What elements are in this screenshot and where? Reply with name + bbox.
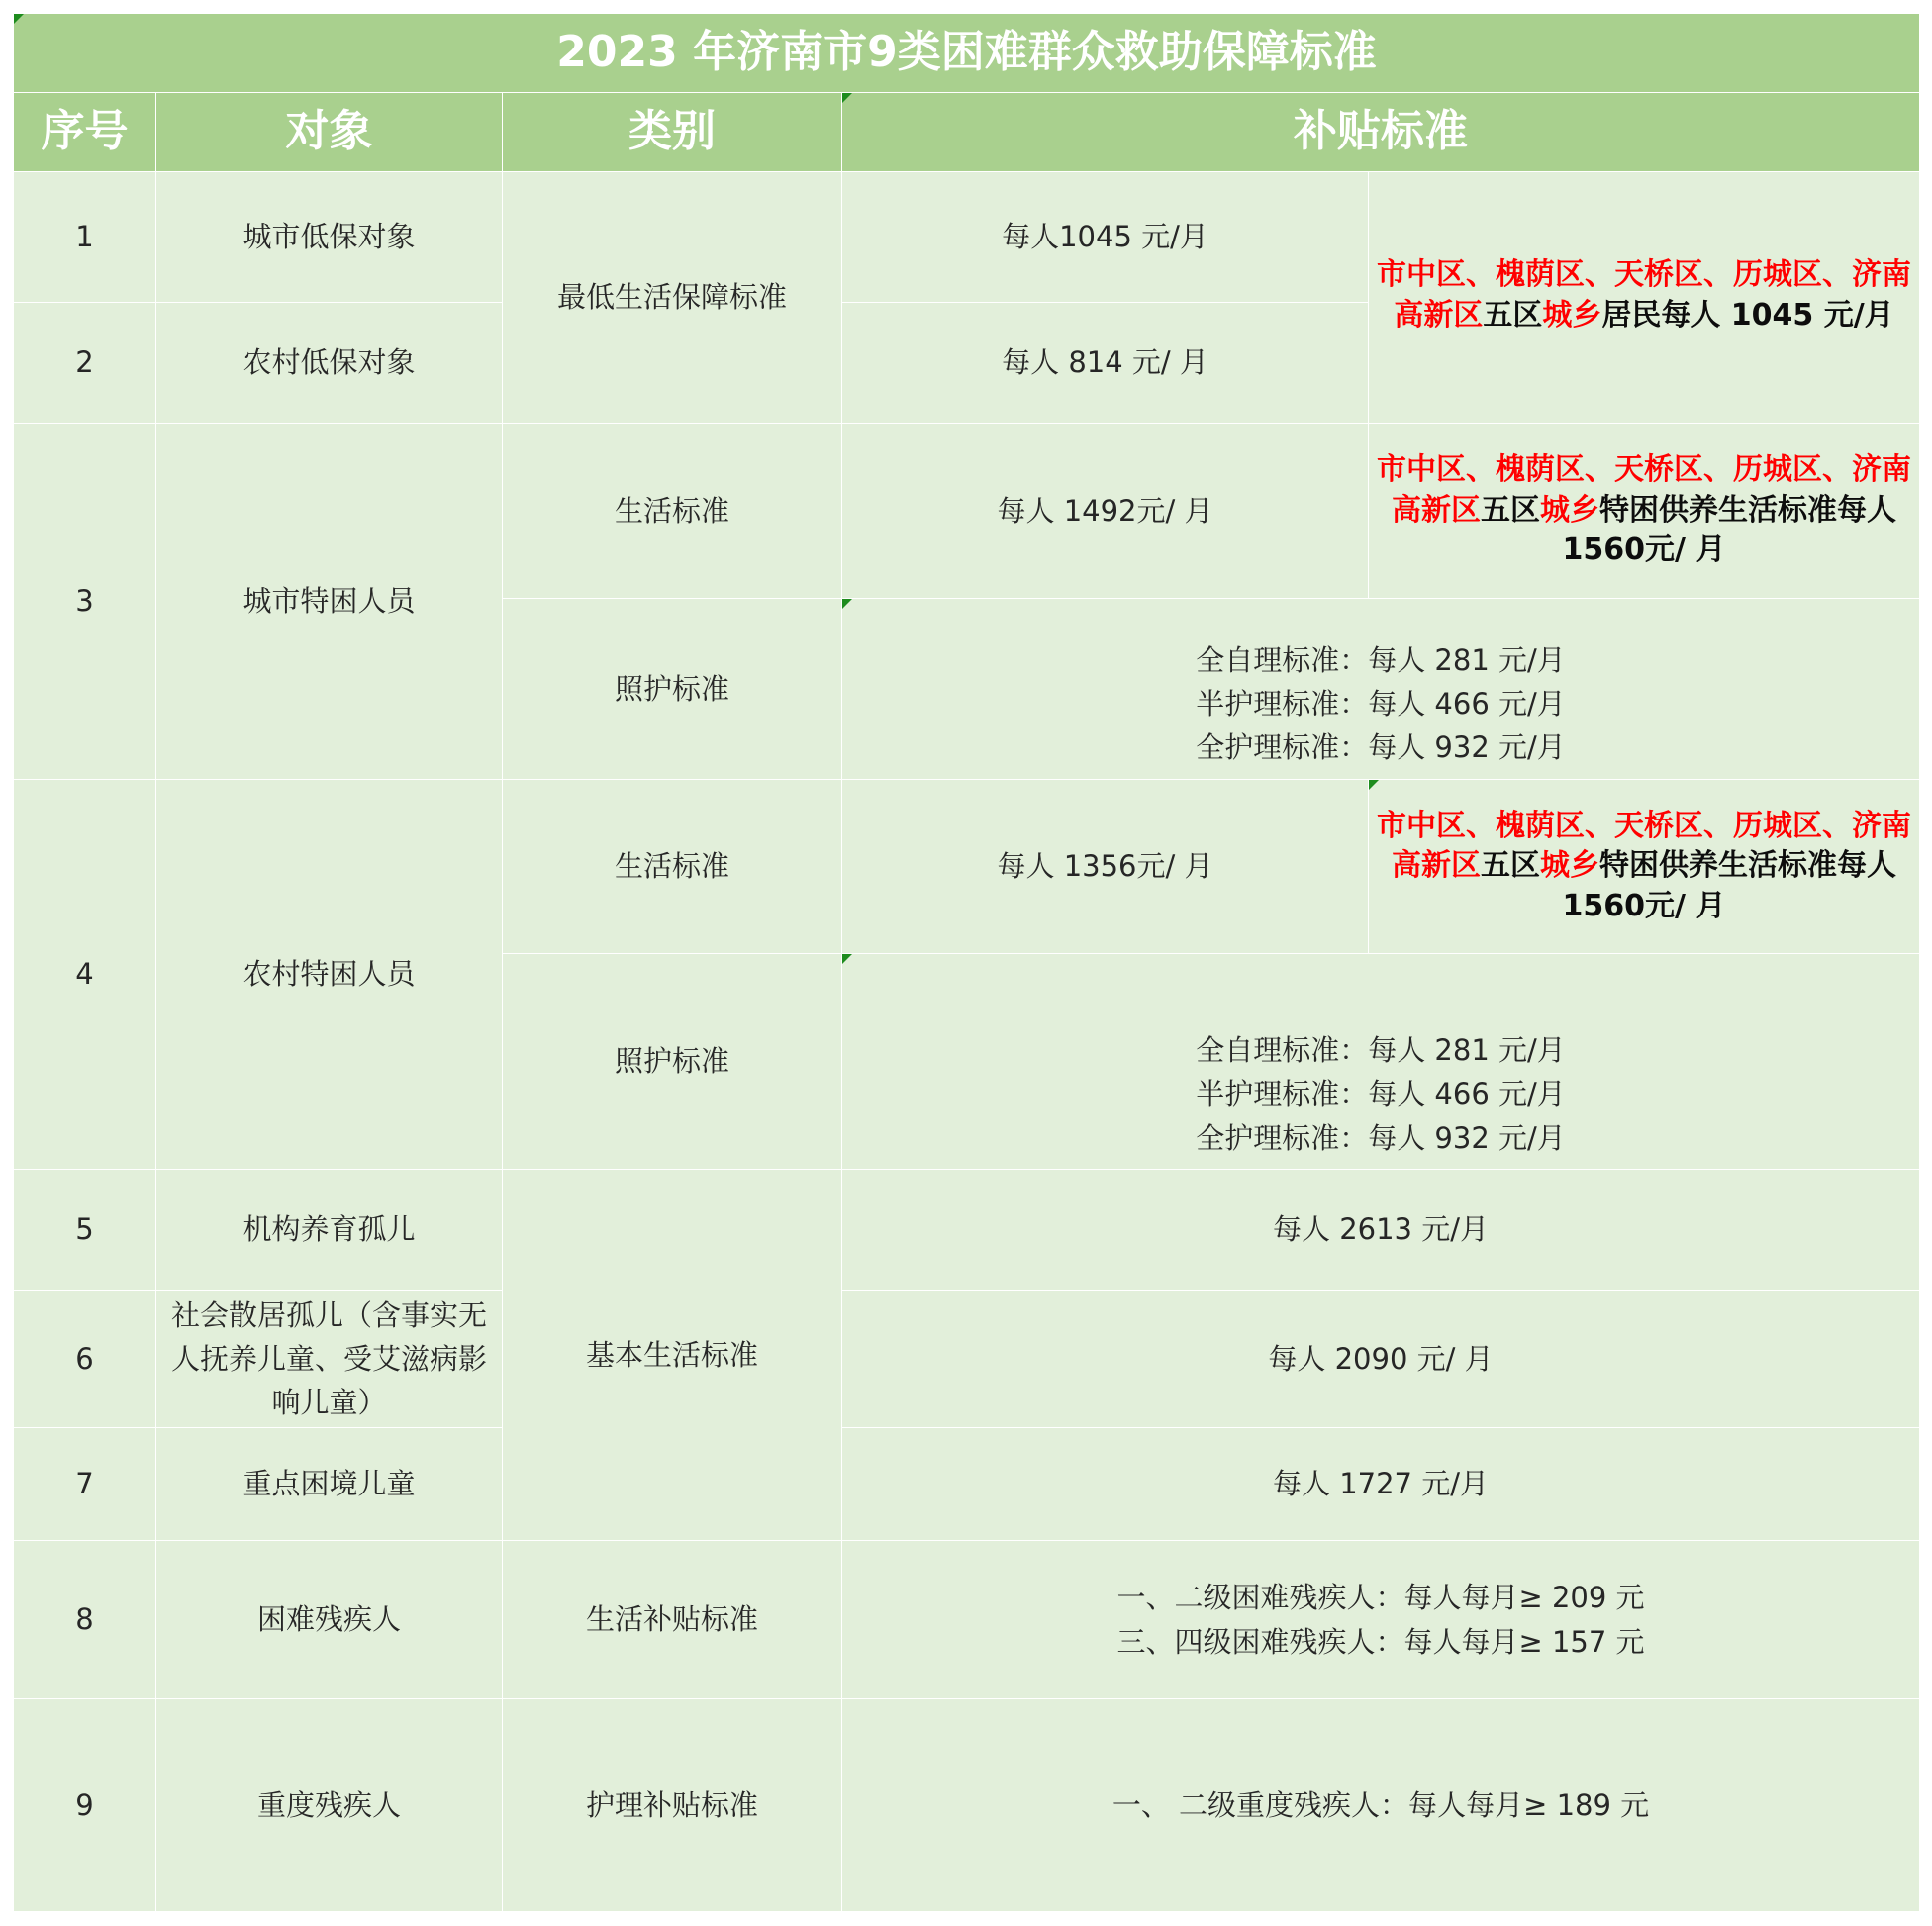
row3-care-amounts [842, 599, 1920, 780]
basic-living-category: 基本生活标准 [503, 1170, 842, 1541]
table-title: 2023 年济南市9类困难群众救助保障标准 [14, 14, 1920, 93]
note-urban-rural: 城乡 [1540, 848, 1599, 884]
care-full: 全护理标准：每人 932 元/月 [1196, 729, 1566, 764]
row7-target: 重点困境儿童 [156, 1428, 503, 1541]
header-category: 类别 [503, 93, 842, 172]
row5-seq: 5 [14, 1170, 156, 1291]
note-five: 五区 [1483, 297, 1543, 333]
note-amount: 特困供养生活标准每人1560元/ 月 [1562, 492, 1896, 568]
row9-target: 重度残疾人 [156, 1699, 503, 1912]
row4-care-amounts [842, 954, 1920, 1170]
row8-target: 困难残疾人 [156, 1541, 503, 1699]
note-districts: 市中区、槐荫区、天桥区、历城区、济南高新区 [1377, 808, 1911, 884]
row5-amount: 每人 2613 元/月 [842, 1170, 1920, 1291]
cell-note-marker-icon [842, 599, 852, 609]
row4-target: 农村特困人员 [156, 780, 503, 1170]
note-districts: 市中区、槐荫区、天桥区、历城区、济南高新区 [1377, 257, 1911, 333]
header-target: 对象 [156, 93, 503, 172]
row7-seq: 7 [14, 1428, 156, 1541]
note-five: 五区 [1481, 848, 1540, 884]
note-amount: 居民每人 1045 元/月 [1601, 297, 1894, 333]
cell-note-marker-icon [1369, 780, 1379, 790]
row3-note [1369, 424, 1920, 599]
row7-amount: 每人 1727 元/月 [842, 1428, 1920, 1541]
row9-seq: 9 [14, 1699, 156, 1912]
row3-care-category: 照护标准 [503, 599, 842, 780]
low-income-note [1369, 172, 1920, 424]
row3-seq: 3 [14, 424, 156, 780]
row3-target: 城市特困人员 [156, 424, 503, 780]
note-urban-rural: 城乡 [1540, 492, 1599, 528]
row9-category: 护理补贴标准 [503, 1699, 842, 1912]
note-urban-rural: 城乡 [1542, 297, 1602, 333]
row4-living-category: 生活标准 [503, 780, 842, 954]
header-seq: 序号 [14, 93, 156, 172]
row2-target: 农村低保对象 [156, 303, 503, 424]
row3-living-amount: 每人 1492元/ 月 [842, 424, 1369, 599]
row5-target: 机构养育孤儿 [156, 1170, 503, 1291]
note-amount: 特困供养生活标准每人1560元/ 月 [1562, 848, 1896, 923]
note-five: 五区 [1481, 492, 1540, 528]
care-full-self: 全自理标准：每人 281 元/月 [1196, 642, 1566, 677]
row9-amount: 一、 二级重度残疾人：每人每月≥ 189 元 [842, 1699, 1920, 1912]
low-income-category: 最低生活保障标准 [503, 172, 842, 424]
disability-level-1-2: 一、二级困难残疾人：每人每月≥ 209 元 [1116, 1581, 1645, 1615]
header-standard: 补贴标准 [842, 93, 1920, 172]
disability-level-3-4: 三、四级困难残疾人：每人每月≥ 157 元 [1116, 1624, 1645, 1659]
row4-note [1369, 780, 1920, 954]
row8-category: 生活补贴标准 [503, 1541, 842, 1699]
cell-note-marker-icon [14, 14, 24, 24]
row8-amounts [842, 1541, 1920, 1699]
row1-target: 城市低保对象 [156, 172, 503, 303]
row3-living-category: 生活标准 [503, 424, 842, 599]
row2-amount: 每人 814 元/ 月 [842, 303, 1369, 424]
row2-seq: 2 [14, 303, 156, 424]
row6-amount: 每人 2090 元/ 月 [842, 1291, 1920, 1428]
cell-note-marker-icon [842, 93, 852, 103]
row1-amount: 每人1045 元/月 [842, 172, 1369, 303]
care-full: 全护理标准：每人 932 元/月 [1196, 1120, 1566, 1155]
care-full-self: 全自理标准：每人 281 元/月 [1196, 1033, 1566, 1068]
row4-living-amount: 每人 1356元/ 月 [842, 780, 1369, 954]
row4-seq: 4 [14, 780, 156, 1170]
care-half: 半护理标准：每人 466 元/月 [1196, 1077, 1566, 1111]
note-districts: 市中区、槐荫区、天桥区、历城区、济南高新区 [1377, 452, 1911, 528]
row1-seq: 1 [14, 172, 156, 303]
row4-care-category: 照护标准 [503, 954, 842, 1170]
cell-note-marker-icon [842, 954, 852, 964]
care-half: 半护理标准：每人 466 元/月 [1196, 686, 1566, 721]
row6-target: 社会散居孤儿（含事实无人抚养儿童、受艾滋病影响儿童） [156, 1291, 503, 1428]
row6-seq: 6 [14, 1291, 156, 1428]
row8-seq: 8 [14, 1541, 156, 1699]
